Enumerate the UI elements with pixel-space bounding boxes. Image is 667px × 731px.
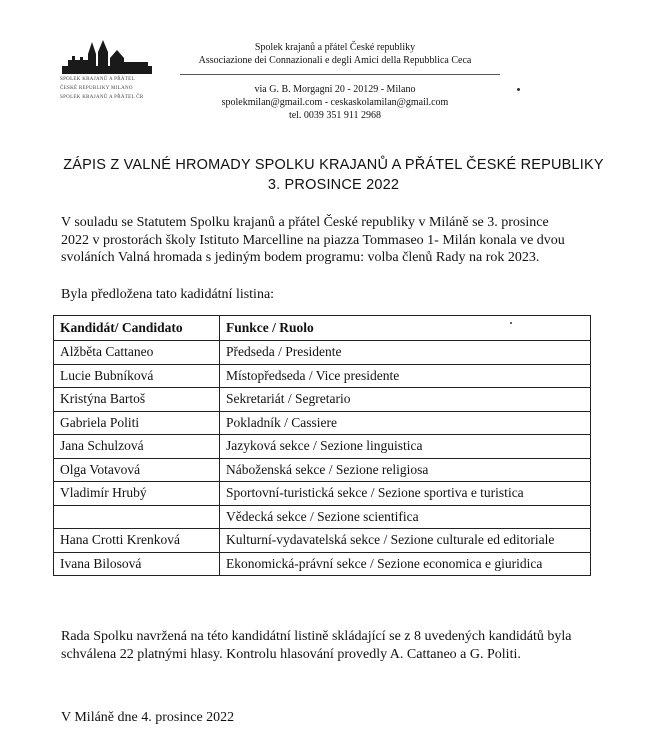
table-row [54, 482, 591, 506]
result-line-1: Rada Spolku navržená na této kandidátní listině skládající se z 8 uvedených kandidátů byla [61, 629, 572, 644]
table-row [54, 552, 591, 576]
result-line-2: schválena 22 platnými hlasy. Kontrolu hlasování provedly A. Cattaneo a G. Politi. [61, 646, 521, 662]
candidate-name: Jana Schulzová [54, 435, 220, 459]
logo-caption-1: SPOLEK KRAJANŮ A PŘÁTEL [60, 77, 135, 82]
speck-mark [510, 322, 512, 324]
result-paragraph [61, 628, 621, 663]
logo-caption-3: SPOLEK KRAJANŮ A PŘÁTEL ČR [60, 95, 144, 100]
table-row [54, 505, 591, 529]
candidate-name: Kristýna Bartoš [54, 388, 220, 412]
table-row [54, 458, 591, 482]
document-title-date: 3. PROSINCE 2022 [267, 177, 400, 193]
org-name-cz: Spolek krajanů a přátel České republiky [254, 42, 416, 53]
logo-caption-2: ČESKÉ REPUBLIKY MILANO [60, 86, 133, 91]
intro-line-2: 2022 v prostorách školy Istituto Marcelline na piazza Tommaseo 1- Milán konala ve dvou [61, 232, 565, 248]
candidate-name [54, 505, 220, 529]
signature-date: V Miláně dne 4. prosince 2022 [61, 710, 235, 725]
candidate-role: Náboženská sekce / Sezione religiosa [220, 458, 591, 482]
candidate-role: Jazyková sekce / Sezione linguistica [220, 435, 591, 459]
speck-mark [517, 88, 520, 91]
candidate-name: Lucie Bubníková [54, 364, 220, 388]
document-title: ZÁPIS Z VALNÉ HROMADY SPOLKU KRAJANŮ A PŘÁTEL ČESKÉ REPUBLIKY [63, 157, 604, 173]
candidate-name: Vladimír Hrubý [54, 482, 220, 506]
candidate-role: Sekretariát / Segretario [220, 388, 591, 412]
candidate-name: Olga Votavová [54, 458, 220, 482]
table-header-row [54, 316, 591, 341]
table-row [54, 529, 591, 553]
candidate-table [53, 315, 591, 576]
intro-line-1: V souladu se Statutem Spolku krajanů a přátel České republiky v Miláně se 3. prosince [61, 215, 549, 230]
candidate-role: Předseda / Presidente [220, 341, 591, 365]
candidate-role: Kulturní-vydavatelská sekce / Sezione culturale ed editoriale [220, 529, 591, 553]
candidate-role: Místopředseda / Vice presidente [220, 364, 591, 388]
org-name-it: Associazione dei Connazionali e degli Amici della Repubblica Ceca [198, 55, 472, 66]
header-role: Funkce / Ruolo [220, 316, 591, 341]
candidate-role: Pokladník / Cassiere [220, 411, 591, 435]
letterhead-divider [180, 74, 500, 75]
letterhead [0, 0, 667, 130]
org-address: via G. B. Morgagni 20 - 20129 - Milano [254, 84, 416, 95]
table-row [54, 364, 591, 388]
candidate-name: Alžběta Cattaneo [54, 341, 220, 365]
table-row [54, 411, 591, 435]
candidate-role: Sportovní-turistická sekce / Sezione sportiva e turistica [220, 482, 591, 506]
intro-paragraph [61, 214, 621, 267]
candidate-role: Vědecká sekce / Sezione scientifica [220, 505, 591, 529]
table-row [54, 435, 591, 459]
table-row [54, 341, 591, 365]
org-phone: tel. 0039 351 911 2968 [288, 110, 382, 121]
candidate-name: Gabriela Politi [54, 411, 220, 435]
candidate-role: Ekonomická-právní sekce / Sezione economica e giuridica [220, 552, 591, 576]
intro-line-3: svoláních Valná hromada s jediným bodem programu: volba členů Rady na rok 2023. [61, 250, 540, 265]
org-emails: spolekmilan@gmail.com - ceskaskolamilan@gmail.com [221, 97, 449, 108]
list-intro: Byla předložena tato kadidátní listina: [61, 287, 275, 302]
table-row [54, 388, 591, 412]
header-candidate: Kandidát/ Candidato [54, 316, 220, 341]
candidate-name: Ivana Bilosová [54, 552, 220, 576]
candidate-name: Hana Crotti Krenková [54, 529, 220, 553]
